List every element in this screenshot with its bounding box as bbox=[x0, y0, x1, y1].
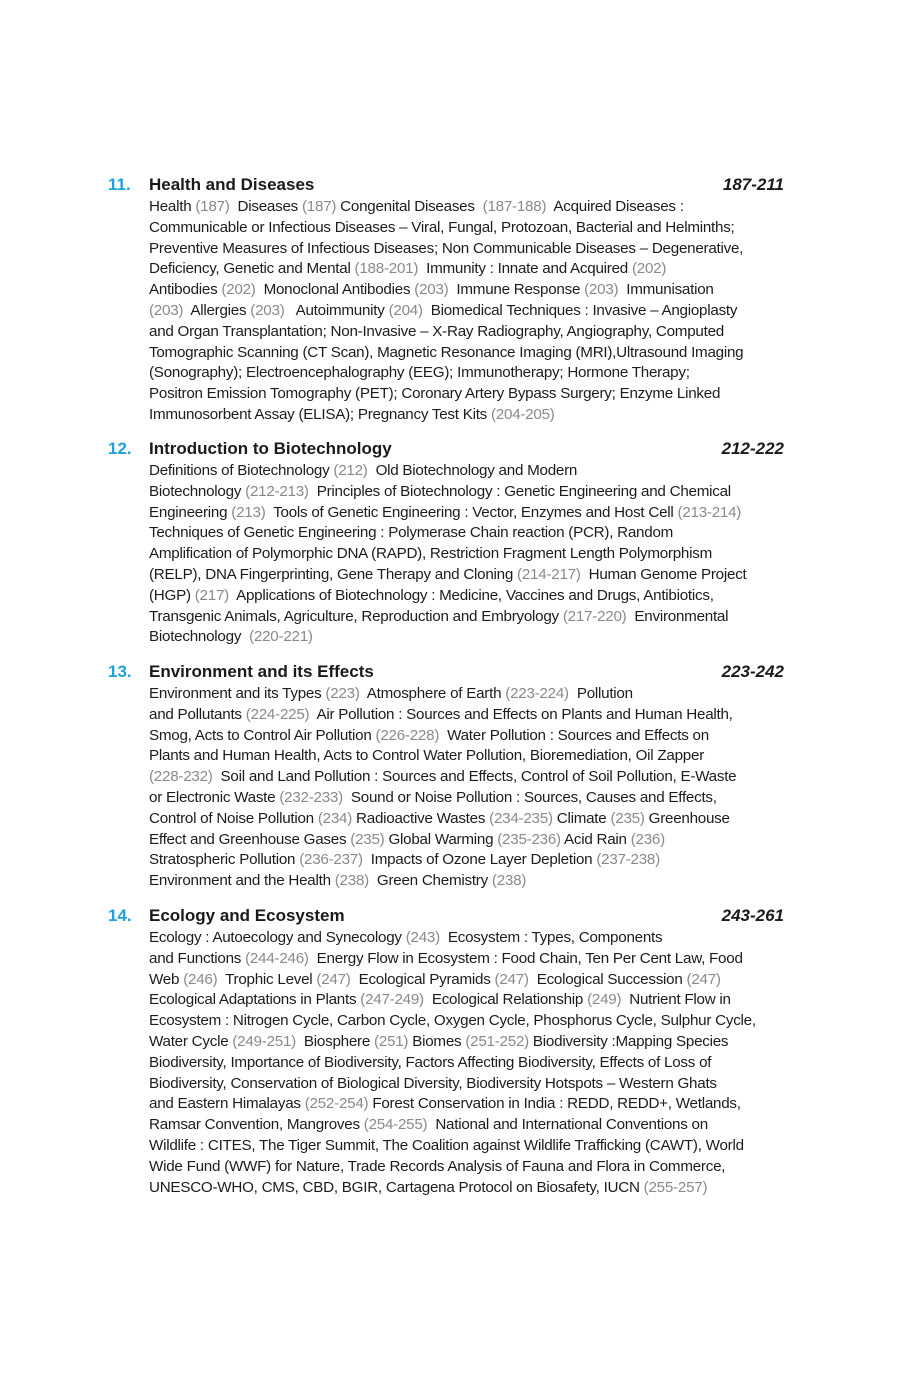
topic-line bbox=[149, 523, 798, 544]
topic-text: Tools of Genetic Engineering : Vector, Enzymes and Host Cell bbox=[265, 503, 678, 521]
chapter-page-range: 212-222 bbox=[721, 439, 784, 458]
topic-text: Smog, Acts to Control Air Pollution bbox=[149, 726, 376, 744]
chapter-topics bbox=[149, 461, 798, 648]
topic-text: Biodiversity :Mapping Species bbox=[528, 1032, 729, 1050]
topic-text: Energy Flow in Ecosystem : Food Chain, Ten Per Cent Law, Food bbox=[308, 949, 743, 967]
topic-text: Green Chemistry bbox=[368, 872, 492, 890]
topic-text: Ecosystem : Nitrogen Cycle, Carbon Cycle, Oxygen Cycle, Phosphorus Cycle, Sulphur Cycle, bbox=[149, 1012, 756, 1030]
page-reference: (187) bbox=[301, 198, 337, 215]
page-reference: (251) bbox=[374, 1032, 409, 1050]
topic-text: Sound or Noise Pollution : Sources, Causes and Effects, bbox=[342, 788, 717, 806]
topic-line bbox=[149, 1115, 798, 1136]
topic-text: National and International Conventions on bbox=[427, 1116, 708, 1134]
topic-text: Wide Fund (WWF) for Nature, Trade Records Analysis of Fauna and Flora in Commerce, bbox=[149, 1157, 726, 1175]
page-reference: (188-201) bbox=[354, 260, 419, 278]
chapter-number: 14. bbox=[108, 906, 132, 925]
topic-line bbox=[149, 1053, 798, 1074]
page-reference: (238) bbox=[491, 872, 527, 890]
page-reference: (247) bbox=[494, 970, 529, 988]
page-reference: (203) bbox=[414, 281, 449, 299]
topic-line bbox=[149, 239, 798, 260]
topic-line bbox=[149, 280, 798, 301]
topic-line bbox=[149, 607, 798, 628]
topic-text: Climate bbox=[552, 809, 611, 827]
topic-text: (RELP), DNA Fingerprinting, Gene Therapy and Cloning bbox=[149, 565, 518, 583]
topic-text: Ramsar Convention, Mangroves bbox=[149, 1116, 364, 1134]
topic-text: Allergies bbox=[183, 301, 251, 319]
chapter-heading bbox=[108, 662, 798, 684]
page-reference: (223-224) bbox=[505, 685, 569, 702]
topic-text: Biotechnology bbox=[149, 628, 250, 646]
topic-text: Immunosorbent Assay (ELISA); Pregnancy Test Kits bbox=[149, 405, 491, 423]
topic-text: Greenhouse bbox=[644, 809, 730, 827]
topic-text: Biomedical Techniques : Invasive – Angioplasty bbox=[422, 301, 738, 319]
topic-text: Engineering bbox=[149, 503, 232, 521]
topic-line bbox=[149, 461, 798, 482]
page-reference: (228-232) bbox=[149, 768, 213, 786]
page-reference: (235-236) bbox=[497, 830, 561, 848]
page-reference: (204) bbox=[388, 301, 423, 319]
page-reference: (223) bbox=[325, 685, 360, 702]
chapter-page-range: 243-261 bbox=[721, 906, 784, 925]
topic-line bbox=[149, 384, 798, 405]
topic-line bbox=[149, 259, 798, 280]
topic-text: Acid Rain bbox=[560, 830, 631, 848]
page-reference: (203) bbox=[584, 281, 619, 299]
topic-text: Web bbox=[149, 970, 184, 988]
topic-text: Transgenic Animals, Agriculture, Reproduction and Embryology bbox=[149, 607, 563, 625]
topic-line bbox=[149, 197, 798, 218]
topic-text: Human Genome Project bbox=[580, 565, 747, 583]
chapter-topics bbox=[149, 197, 798, 426]
page-reference: (236-237) bbox=[299, 851, 363, 869]
topic-text: and Pollutants bbox=[149, 705, 246, 723]
page-reference: (213-214) bbox=[677, 503, 742, 521]
page-reference: (226-228) bbox=[375, 726, 440, 744]
topic-text: Biodiversity, Conservation of Biological Diversity, Biodiversity Hotspots – Western Ghats bbox=[149, 1074, 717, 1092]
topic-text: Radioactive Wastes bbox=[352, 809, 490, 827]
topic-text: (HGP) bbox=[149, 586, 195, 604]
topic-line bbox=[149, 301, 798, 322]
topic-text: and Functions bbox=[149, 949, 246, 967]
topic-text: Applications of Biotechnology : Medicine, Vaccines and Drugs, Antibiotics, bbox=[228, 586, 714, 604]
topic-text: Water Cycle bbox=[149, 1032, 233, 1050]
page-reference: (212-213) bbox=[245, 482, 309, 500]
page-reference: (232-233) bbox=[279, 788, 343, 806]
page-reference: (249-251) bbox=[232, 1032, 296, 1050]
page-reference: (255-257) bbox=[643, 1178, 708, 1196]
topic-text: Antibodies bbox=[149, 281, 222, 299]
topic-line bbox=[149, 746, 798, 767]
page-reference: (204-205) bbox=[491, 405, 555, 423]
chapter-11 bbox=[108, 175, 798, 426]
page-reference: (203) bbox=[149, 301, 184, 319]
chapter-topics bbox=[149, 928, 798, 1198]
topic-text: Forest Conservation in India : REDD, REDD+, Wetlands, bbox=[368, 1095, 741, 1113]
topic-line bbox=[149, 830, 798, 851]
topic-text: Positron Emission Tomography (PET); Coronary Artery Bypass Surgery; Enzyme Linked bbox=[149, 385, 721, 403]
topic-line bbox=[149, 684, 798, 705]
topic-text: Stratospheric Pollution bbox=[149, 851, 300, 869]
topic-line bbox=[149, 970, 798, 991]
topic-text: Pollution bbox=[568, 685, 633, 702]
topic-text: Health bbox=[149, 198, 196, 215]
topic-text: and Organ Transplantation; Non-Invasive – X-Ray Radiography, Angiography, Computed bbox=[149, 322, 724, 340]
topic-text: and Eastern Himalayas bbox=[149, 1095, 305, 1113]
topic-text: Biodiversity, Importance of Biodiversity, Factors Affecting Biodiversity, Effects of Loss of bbox=[149, 1053, 712, 1071]
topic-text: Ecological Adaptations in Plants bbox=[149, 991, 361, 1009]
page-reference: (251-252) bbox=[465, 1032, 529, 1050]
topic-text: Immune Response bbox=[448, 281, 585, 299]
topic-text: Biomes bbox=[408, 1032, 466, 1050]
topic-text: Global Warming bbox=[384, 830, 498, 848]
topic-text: Water Pollution : Sources and Effects on bbox=[439, 726, 709, 744]
topic-text: Ecological Succession bbox=[528, 970, 687, 988]
page-reference: (224-225) bbox=[245, 705, 310, 723]
topic-text: Ecological Pyramids bbox=[350, 970, 495, 988]
page-reference: (247) bbox=[316, 970, 351, 988]
topic-text: Biosphere bbox=[295, 1032, 375, 1050]
page-reference: (187-188) bbox=[482, 198, 547, 215]
topic-line bbox=[149, 850, 798, 871]
topic-line bbox=[149, 1032, 798, 1053]
topic-text: Environmental bbox=[626, 607, 729, 625]
topic-line bbox=[149, 405, 798, 426]
topic-text: Environment and its Types bbox=[149, 685, 326, 702]
chapter-number: 13. bbox=[108, 662, 132, 681]
topic-text: Diseases bbox=[229, 198, 302, 215]
topic-line bbox=[149, 1011, 798, 1032]
topic-line bbox=[149, 1178, 798, 1199]
topic-text: Soil and Land Pollution : Sources and Effects, Control of Soil Pollution, E-Waste bbox=[212, 768, 737, 786]
page-reference: (234-235) bbox=[489, 809, 553, 827]
topic-text: Preventive Measures of Infectious Diseases; Non Communicable Diseases – Degenerative, bbox=[149, 239, 744, 257]
page-reference: (214-217) bbox=[517, 565, 581, 583]
topic-line bbox=[149, 871, 798, 892]
topic-text: Immunity : Innate and Acquired bbox=[418, 260, 632, 278]
page-reference: (249) bbox=[587, 991, 622, 1009]
topic-text: Deficiency, Genetic and Mental bbox=[149, 260, 355, 278]
topic-line bbox=[149, 809, 798, 830]
topic-text: Biotechnology bbox=[149, 482, 246, 500]
page-reference: (234) bbox=[317, 809, 353, 827]
chapter-number: 12. bbox=[108, 439, 132, 458]
chapter-page-range: 223-242 bbox=[721, 662, 784, 681]
topic-text: (Sonography); Electroencephalography (EEG); Immunotherapy; Hormone Therapy; bbox=[149, 364, 690, 382]
page-reference: (244-246) bbox=[245, 949, 309, 967]
topic-text: UNESCO-WHO, CMS, CBD, BGIR, Cartagena Protocol on Biosafety, IUCN bbox=[149, 1178, 644, 1196]
page-reference: (187) bbox=[195, 198, 230, 215]
topic-text: Communicable or Infectious Diseases – Viral, Fungal, Protozoan, Bacterial and Helminths; bbox=[149, 218, 735, 236]
chapter-14 bbox=[108, 906, 798, 1198]
chapter-page-range: 187-211 bbox=[722, 175, 784, 194]
page-reference: (235) bbox=[350, 830, 385, 848]
topic-line bbox=[149, 586, 798, 607]
chapter-topics bbox=[149, 684, 798, 892]
topic-line bbox=[149, 705, 798, 726]
topic-line bbox=[149, 565, 798, 586]
page-reference: (252-254) bbox=[304, 1095, 369, 1113]
page-reference: (202) bbox=[221, 281, 256, 299]
topic-text: Ecological Relationship bbox=[423, 991, 588, 1009]
topic-text: Trophic Level bbox=[217, 970, 317, 988]
topic-text: Amplification of Polymorphic DNA (RAPD), Restriction Fragment Length Polymorphism bbox=[149, 545, 712, 563]
chapter-13 bbox=[108, 662, 798, 892]
topic-line bbox=[149, 482, 798, 503]
topic-text: Immunisation bbox=[618, 281, 714, 299]
topic-line bbox=[149, 363, 798, 384]
chapter-heading bbox=[108, 439, 798, 461]
topic-line bbox=[149, 928, 798, 949]
topic-text: Atmosphere of Earth bbox=[359, 685, 506, 702]
topic-line bbox=[149, 1157, 798, 1178]
chapter-heading bbox=[108, 906, 798, 928]
chapter-title: Health and Diseases bbox=[149, 175, 315, 194]
topic-text: Techniques of Genetic Engineering : Polymerase Chain reaction (PCR), Random bbox=[149, 524, 674, 542]
topic-text: Acquired Diseases : bbox=[546, 198, 684, 215]
topic-line bbox=[149, 322, 798, 343]
topic-text: Control of Noise Pollution bbox=[149, 809, 318, 827]
topic-text: Principles of Biotechnology : Genetic Engineering and Chemical bbox=[308, 482, 731, 500]
topic-text: or Electronic Waste bbox=[149, 788, 280, 806]
topic-text: Nutrient Flow in bbox=[621, 991, 731, 1009]
page-reference: (247) bbox=[686, 970, 721, 988]
topic-line bbox=[149, 627, 798, 648]
page-reference: (217-220) bbox=[562, 607, 627, 625]
topic-line bbox=[149, 726, 798, 747]
topic-text: Definitions of Biotechnology bbox=[149, 462, 334, 479]
topic-line bbox=[149, 218, 798, 239]
topic-text: Ecosystem : Types, Components bbox=[439, 929, 663, 946]
topic-line bbox=[149, 949, 798, 970]
page-reference: (236) bbox=[630, 830, 665, 848]
page-reference: (212) bbox=[333, 462, 368, 479]
chapter-title: Environment and its Effects bbox=[149, 662, 374, 681]
topic-text: Old Biotechnology and Modern bbox=[367, 462, 578, 479]
topic-text: Wildlife : CITES, The Tiger Summit, The Coalition against Wildlife Trafficking (CAWT), World bbox=[149, 1136, 744, 1154]
topic-text: Autoimmunity bbox=[284, 301, 389, 319]
topic-text: Monoclonal Antibodies bbox=[255, 281, 415, 299]
topic-text: Ecology : Autoecology and Synecology bbox=[149, 929, 406, 946]
page-reference: (213) bbox=[231, 503, 266, 521]
topic-line bbox=[149, 503, 798, 524]
page-reference: (220-221) bbox=[249, 628, 313, 646]
topic-text: Congenital Diseases bbox=[336, 198, 483, 215]
topic-line bbox=[149, 767, 798, 788]
chapter-heading bbox=[108, 175, 798, 197]
topic-line bbox=[149, 544, 798, 565]
topic-text: Tomographic Scanning (CT Scan), Magnetic Resonance Imaging (MRI),Ultrasound Imaging bbox=[149, 343, 744, 361]
chapter-title: Introduction to Biotechnology bbox=[149, 439, 392, 458]
topic-line bbox=[149, 990, 798, 1011]
page-reference: (235) bbox=[610, 809, 645, 827]
topic-line bbox=[149, 343, 798, 364]
chapter-title: Ecology and Ecosystem bbox=[149, 906, 345, 925]
page-reference: (243) bbox=[405, 929, 440, 946]
topic-text: Environment and the Health bbox=[149, 872, 335, 890]
page-reference: (202) bbox=[631, 260, 667, 278]
page-reference: (247-249) bbox=[360, 991, 424, 1009]
page-reference: (217) bbox=[194, 586, 229, 604]
page-reference: (254-255) bbox=[363, 1116, 428, 1134]
page-reference: (246) bbox=[183, 970, 218, 988]
page-reference: (238) bbox=[334, 872, 369, 890]
topic-line bbox=[149, 788, 798, 809]
topic-line bbox=[149, 1136, 798, 1157]
page-reference: (203) bbox=[250, 301, 285, 319]
topic-text: Impacts of Ozone Layer Depletion bbox=[362, 851, 597, 869]
topic-text: Plants and Human Health, Acts to Control Water Pollution, Bioremediation, Oil Zapper bbox=[149, 747, 704, 765]
topic-text: Effect and Greenhouse Gases bbox=[149, 830, 351, 848]
topic-text: Air Pollution : Sources and Effects on Plants and Human Health, bbox=[309, 705, 733, 723]
topic-line bbox=[149, 1094, 798, 1115]
topic-line bbox=[149, 1074, 798, 1095]
page-reference: (237-238) bbox=[596, 851, 660, 869]
chapter-number: 11. bbox=[108, 175, 131, 194]
chapter-12 bbox=[108, 439, 798, 648]
